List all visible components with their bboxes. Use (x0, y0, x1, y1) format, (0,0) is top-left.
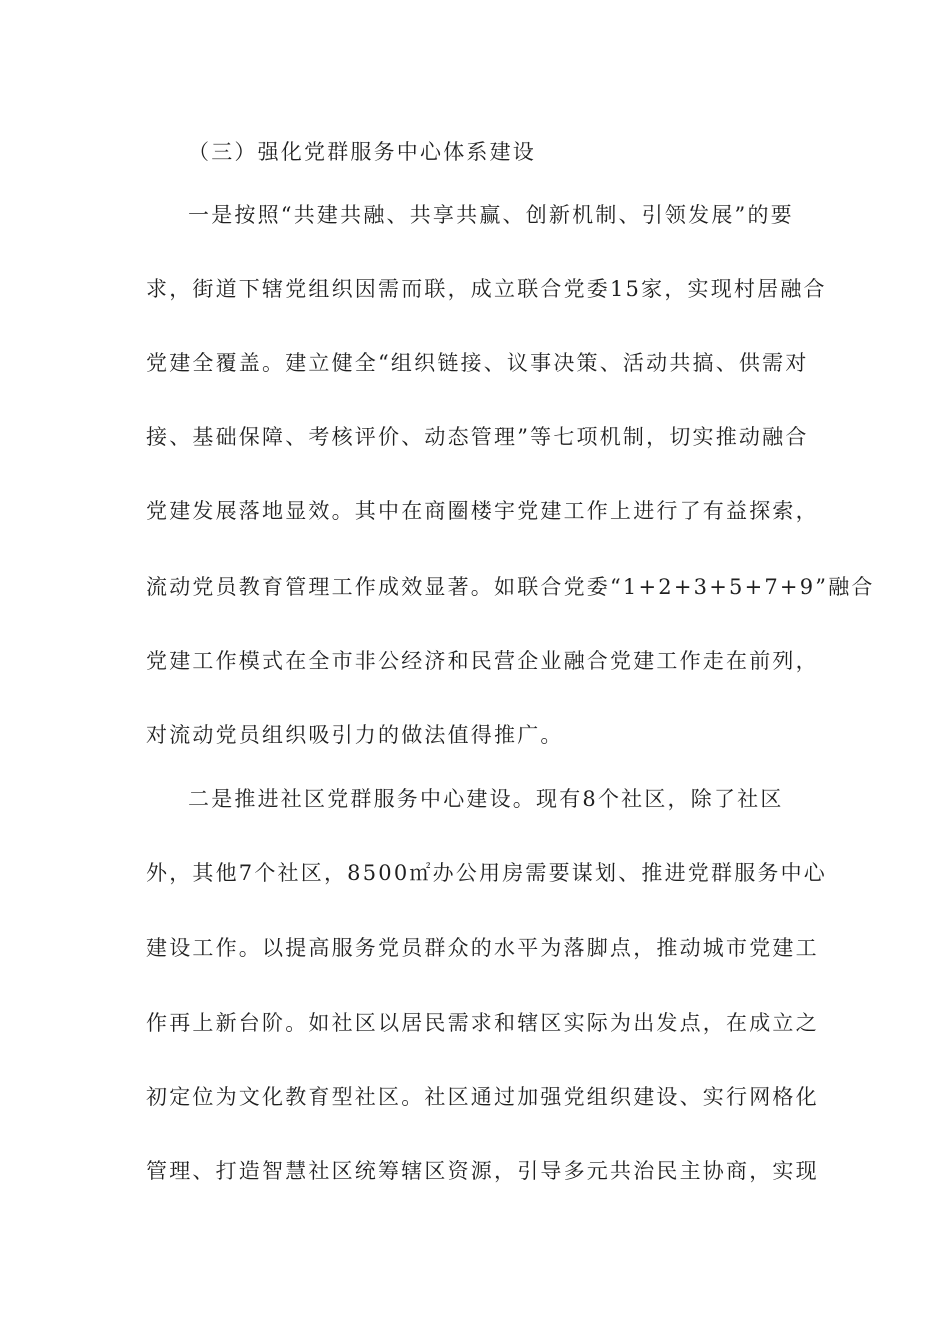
paragraph-2-line: 外，其他7个社区，8500㎡办公用房需要谋划、推进党群服务中心 (146, 861, 828, 885)
paragraph-1-line: 接、基础保障、考核评价、动态管理”等七项机制，切实推动融合 (146, 425, 809, 449)
paragraph-1-line: 党建发展落地显效。其中在商圈楼宇党建工作上进行了有益探索， (146, 499, 819, 523)
paragraph-2-line: 作再上新台阶。如社区以居民需求和辖区实际为出发点，在成立之 (146, 1011, 819, 1035)
paragraph-2-line: 管理、打造智慧社区统筹辖区资源，引导多元共治民主协商，实现 (146, 1159, 819, 1183)
section-heading: （三）强化党群服务中心体系建设 (188, 140, 536, 164)
paragraph-2-line: 二是推进社区党群服务中心建设。现有8个社区，除了社区 (188, 787, 784, 811)
paragraph-1-line: 党建工作模式在全市非公经济和民营企业融合党建工作走在前列， (146, 649, 819, 673)
paragraph-1-line: 求，街道下辖党组织因需而联，成立联合党委15家，实现村居融合 (146, 277, 827, 301)
paragraph-1-line: 流动党员教育管理工作成效显著。如联合党委“1+2+3+5+7+9”融合 (146, 575, 875, 599)
paragraph-2-line: 初定位为文化教育型社区。社区通过加强党组织建设、实行网格化 (146, 1085, 819, 1109)
paragraph-2-line: 建设工作。以提高服务党员群众的水平为落脚点，推动城市党建工 (146, 936, 819, 960)
paragraph-1-line: 党建全覆盖。建立健全“组织链接、议事决策、活动共搞、供需对 (146, 351, 809, 375)
paragraph-1-line: 对流动党员组织吸引力的做法值得推广。 (146, 723, 564, 747)
paragraph-1-line: 一是按照“共建共融、共享共赢、创新机制、引领发展”的要 (188, 203, 794, 227)
